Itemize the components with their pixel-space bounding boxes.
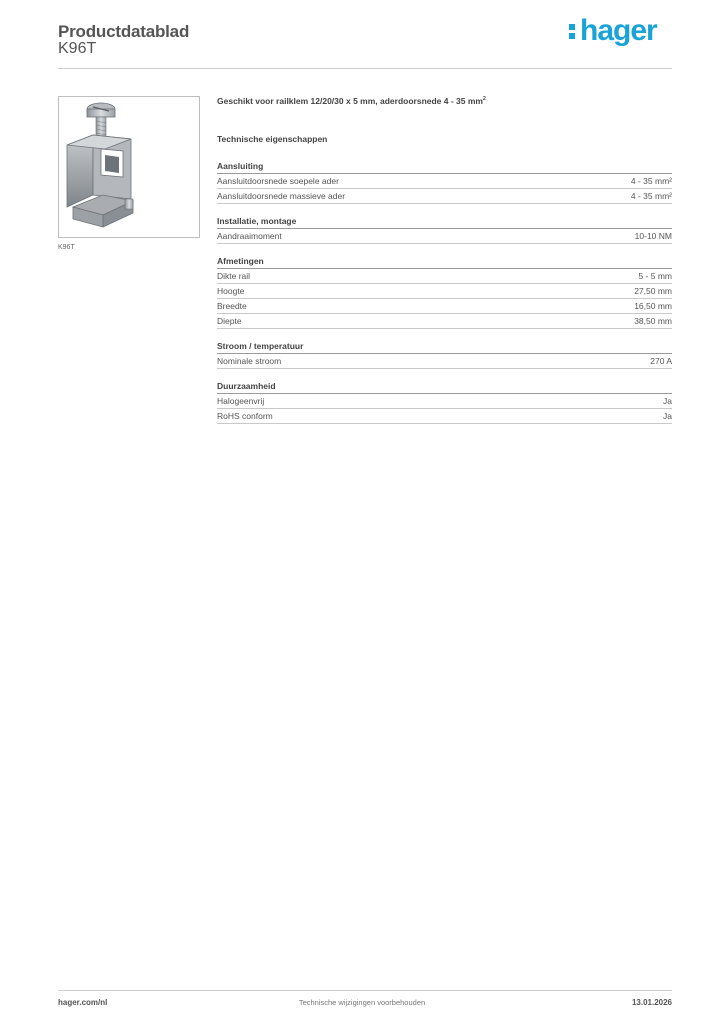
hager-logo[interactable] xyxy=(568,14,657,48)
spec-row xyxy=(217,284,672,299)
header-divider xyxy=(58,68,672,69)
spec-label: Aansluitdoorsnede soepele ader xyxy=(217,176,339,186)
spec-label: Aandraaimoment xyxy=(217,231,282,241)
logo-text: hager xyxy=(580,14,657,47)
spec-row xyxy=(217,269,672,284)
spec-label: Dikte rail xyxy=(217,271,251,281)
spec-value: 38,50 mm xyxy=(634,316,672,326)
spec-label: Diepte xyxy=(217,316,242,326)
spec-row xyxy=(217,354,672,369)
spec-group-title: Stroom / temperatuur xyxy=(217,340,672,354)
footer-date: 13.01.2026 xyxy=(631,998,672,1007)
spec-group-title: Duurzaamheid xyxy=(217,380,672,394)
spec-group xyxy=(217,215,672,244)
spec-row xyxy=(217,394,672,409)
spec-value: Ja xyxy=(663,396,672,406)
spec-value: 4 - 35 mm² xyxy=(630,191,672,201)
spec-label: Nominale stroom xyxy=(217,356,282,366)
spec-value: Ja xyxy=(663,411,672,421)
footer-disclaimer: Technische wijzigingen voorbehouden xyxy=(298,998,426,1007)
technical-properties-heading: Technische eigenschappen xyxy=(217,134,328,144)
spec-value: 10-10 NM xyxy=(634,231,672,241)
spec-row xyxy=(217,314,672,329)
description-superscript: 2 xyxy=(483,96,486,103)
spec-label: Halogeenvrij xyxy=(217,396,265,406)
spec-row xyxy=(217,299,672,314)
spec-groups xyxy=(217,160,672,424)
spec-row xyxy=(217,409,672,424)
spec-row xyxy=(217,229,672,244)
spec-row xyxy=(217,174,672,189)
spec-label: Aansluitdoorsnede massieve ader xyxy=(217,191,346,201)
footer-divider xyxy=(58,990,672,991)
spec-group xyxy=(217,160,672,204)
product-specs xyxy=(217,96,672,435)
product-image xyxy=(58,96,200,238)
spec-label: RoHS conform xyxy=(217,411,273,421)
terminal-clamp-image xyxy=(59,97,199,237)
spec-value: 270 A xyxy=(650,356,672,366)
spec-group xyxy=(217,255,672,329)
footer-website-link[interactable]: hager.com/nl xyxy=(58,998,108,1007)
spec-row xyxy=(217,189,672,204)
spec-value: 27,50 mm xyxy=(634,286,672,296)
spec-value: 5 - 5 mm xyxy=(638,271,672,281)
spec-label: Breedte xyxy=(217,301,247,311)
spec-group xyxy=(217,340,672,369)
spec-group-title: Installatie, montage xyxy=(217,215,672,229)
product-code: K96T xyxy=(58,40,97,57)
image-caption: K96T xyxy=(58,244,75,251)
logo-dots-icon xyxy=(568,20,578,42)
spec-value: 16,50 mm xyxy=(634,301,672,311)
page-title: Productdatablad xyxy=(58,22,190,41)
description-text: Geschikt voor railklem 12/20/30 x 5 mm, aderdoorsnede 4 - 35 mm xyxy=(217,96,483,106)
spec-value: 4 - 35 mm² xyxy=(630,176,672,186)
product-description xyxy=(217,96,672,106)
spec-group-title: Aansluiting xyxy=(217,160,672,174)
spec-label: Hoogte xyxy=(217,286,245,296)
spec-group-title: Afmetingen xyxy=(217,255,672,269)
spec-group xyxy=(217,380,672,424)
